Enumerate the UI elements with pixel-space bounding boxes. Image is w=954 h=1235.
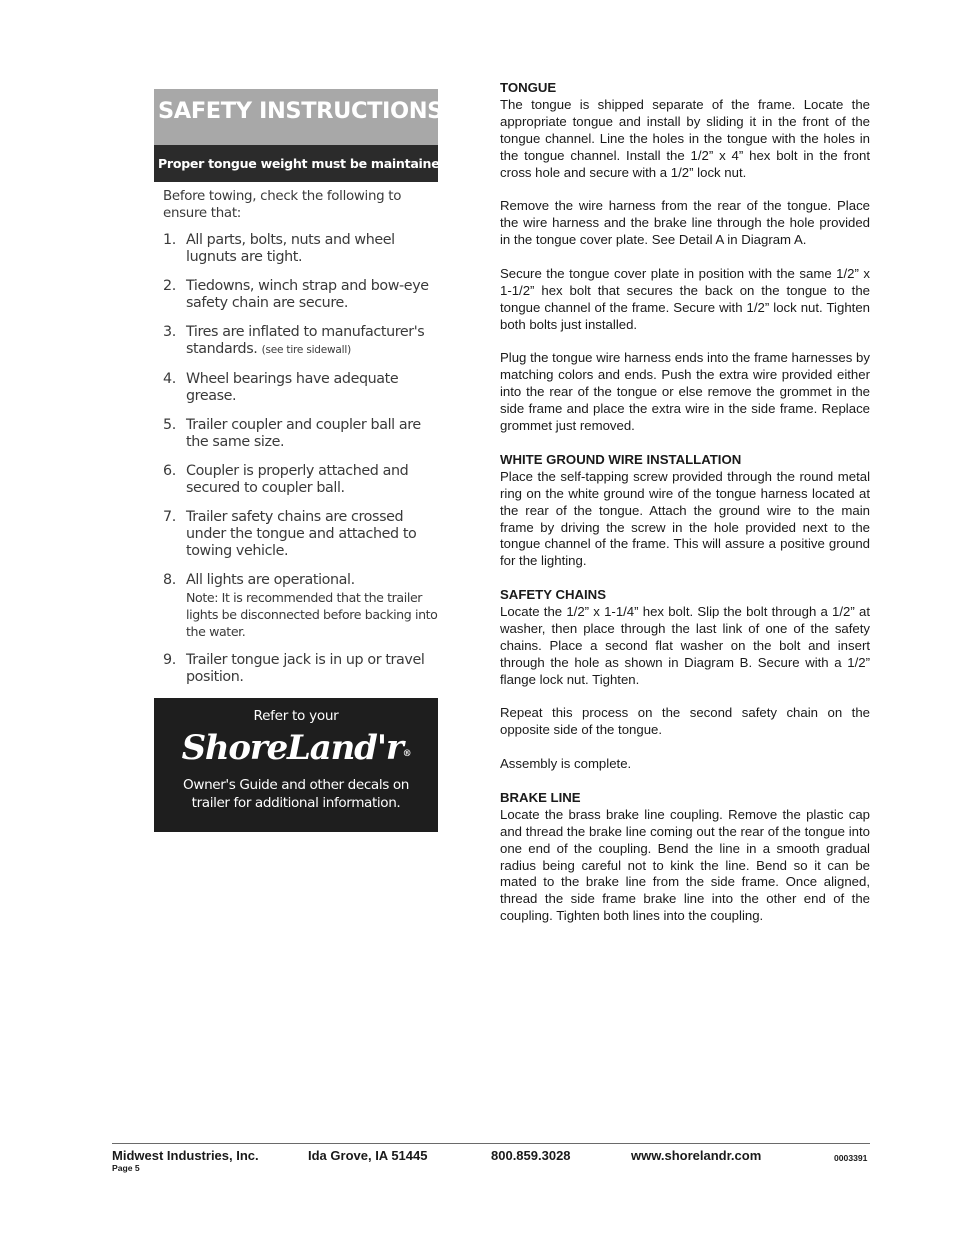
section-title: BRAKE LINE (500, 789, 581, 805)
checklist-item (163, 463, 438, 497)
footer-website: www.shorelandr.com (631, 1148, 762, 1163)
section-paragraph: Locate the brass brake line coupling. Remove the plastic cap and thread the brake line coming out the rear of the tongue into one end of the coupling. Bend the line in a smooth gradual radius being careful not to kink the line. Bend so it can be mated to the brake line from the side frame. Once aligned, thread the side frame brake line into the other end of the coupling. Tighten both lines into the coupling. (500, 806, 870, 924)
decal-footer-line-2: trailer for additional information. (191, 795, 401, 811)
section-paragraph: Plug the tongue wire harness ends into the frame harnesses by matching colors and ends. Push the extra wire provided either into the rear of the tongue or else remove the grommet in the side frame and place the extra wire in the side frame. Replace grommet just removed. (500, 350, 870, 434)
assembly-instructions (500, 80, 870, 942)
checklist-number: 2. (163, 278, 176, 294)
checklist-text: Trailer safety chains are crossed under the tongue and attached to towing vehicle. (186, 509, 417, 559)
checklist-number: 4. (163, 371, 176, 387)
section-paragraph: Secure the tongue cover plate in position with the same 1/2” x 1-1/2” hex bolt that secures the back on the tongue to the tongue channel of the frame. Secure with 1/2” lock nut. Tighten both bolts just installed. (500, 265, 870, 332)
instruction-section (500, 587, 870, 773)
checklist-number: 3. (163, 324, 176, 340)
shorelandr-logo (154, 728, 438, 768)
decal-title: SAFETY INSTRUCTIONS (158, 98, 443, 124)
checklist-item (163, 652, 438, 686)
decal-footer-line-1: Owner's Guide and other decals on (183, 777, 409, 793)
brand-name: ShoreLand'r (181, 728, 403, 768)
section-paragraph: Locate the 1/2” x 1-1/4” hex bolt. Slip the bolt through a 1/2” at washer, then place through the last link of one of the safety chains. Place a second flat washer on the bolt and insert through the hole as shown in Diagram B. Secure with a 1/2” flange lock nut. Tighten. (500, 604, 870, 687)
decal-header (154, 89, 443, 145)
footer-company: Midwest Industries, Inc. (112, 1148, 259, 1163)
checklist-number: 7. (163, 509, 176, 525)
checklist-number: 5. (163, 417, 176, 433)
section-paragraph: The tongue is shipped separate of the frame. Locate the appropriate tongue and install by sliding it in the front of the tongue channel. Line the holes in the tongue with the holes in the tongue channel. Install the 1/2” x 4” hex bolt in the front cross hole and secure with a 1/2” lock nut. (500, 96, 870, 180)
footer-page-number: Page 5 (112, 1163, 140, 1173)
decal-intro: Before towing, check the following to ensure that: (163, 189, 402, 221)
footer-phone: 800.859.3028 (491, 1148, 571, 1163)
decal-refer-text: Refer to your (253, 708, 339, 724)
instruction-section (500, 80, 870, 435)
safety-instructions-decal (154, 89, 453, 692)
checklist-item (163, 232, 438, 266)
registered-mark: ® (402, 749, 411, 759)
section-title: WHITE GROUND WIRE INSTALLATION (500, 451, 742, 467)
section-title: TONGUE (500, 80, 557, 95)
checklist-text: Trailer coupler and coupler ball are the same size. (186, 417, 421, 450)
decal-body (154, 182, 438, 692)
checklist-text: Trailer tongue jack is in up or travel position. (186, 652, 425, 685)
checklist-number: 8. (163, 572, 176, 588)
checklist-small-note: (see tire sidewall) (261, 344, 351, 356)
footer-city: Ida Grove, IA 51445 (308, 1148, 428, 1163)
checklist-text: Tires are inflated to manufacturer's standards. (186, 324, 425, 357)
checklist-number: 6. (163, 463, 176, 479)
checklist-item (163, 417, 438, 451)
footer-divider (112, 1143, 870, 1144)
checklist-item (163, 572, 438, 640)
checklist-number: 1. (163, 232, 176, 248)
checklist-text: All lights are operational. (186, 572, 355, 588)
checklist-item (163, 509, 438, 560)
decal-footer-panel (154, 698, 438, 832)
section-paragraph: Repeat this process on the second safety chain on the opposite side of the tongue. (500, 705, 870, 738)
checklist-item (163, 278, 438, 312)
checklist-text: Tiedowns, winch strap and bow-eye safety chain are secure. (186, 278, 429, 311)
footer-doc-number: 0003391 (834, 1153, 868, 1163)
checklist-text: Wheel bearings have adequate grease. (186, 371, 399, 404)
checklist-note: Note: It is recommended that the trailer lights be disconnected before backing into the water. (186, 590, 438, 639)
section-paragraph: Place the self-tapping screw provided through the round metal ring on the white ground wire of the tongue harness located at the rear of the tongue. Attach the ground wire to the main frame by driving the screw in the hole provided next to the tongue channel of the frame. This will assure a positive ground for the lighting. (500, 468, 870, 569)
checklist-text: All parts, bolts, nuts and wheel lugnuts are tight. (186, 232, 395, 265)
checklist-item (163, 371, 438, 405)
decal-checklist (163, 232, 438, 698)
checklist-number: 9. (163, 652, 176, 668)
instruction-section (500, 790, 870, 925)
decal-subtitle: Proper tongue weight must be maintained. (154, 145, 438, 182)
checklist-text: Coupler is properly attached and secured to coupler ball. (186, 463, 409, 496)
section-title: SAFETY CHAINS (500, 587, 607, 603)
section-paragraph: Remove the wire harness from the rear of the tongue. Place the wire harness and the brake line through the hole provided in the tongue cover plate. See Detail A in Diagram A. (500, 198, 870, 248)
section-paragraph: Assembly is complete. (500, 756, 632, 772)
checklist-item (163, 324, 438, 359)
instruction-section (500, 452, 870, 570)
